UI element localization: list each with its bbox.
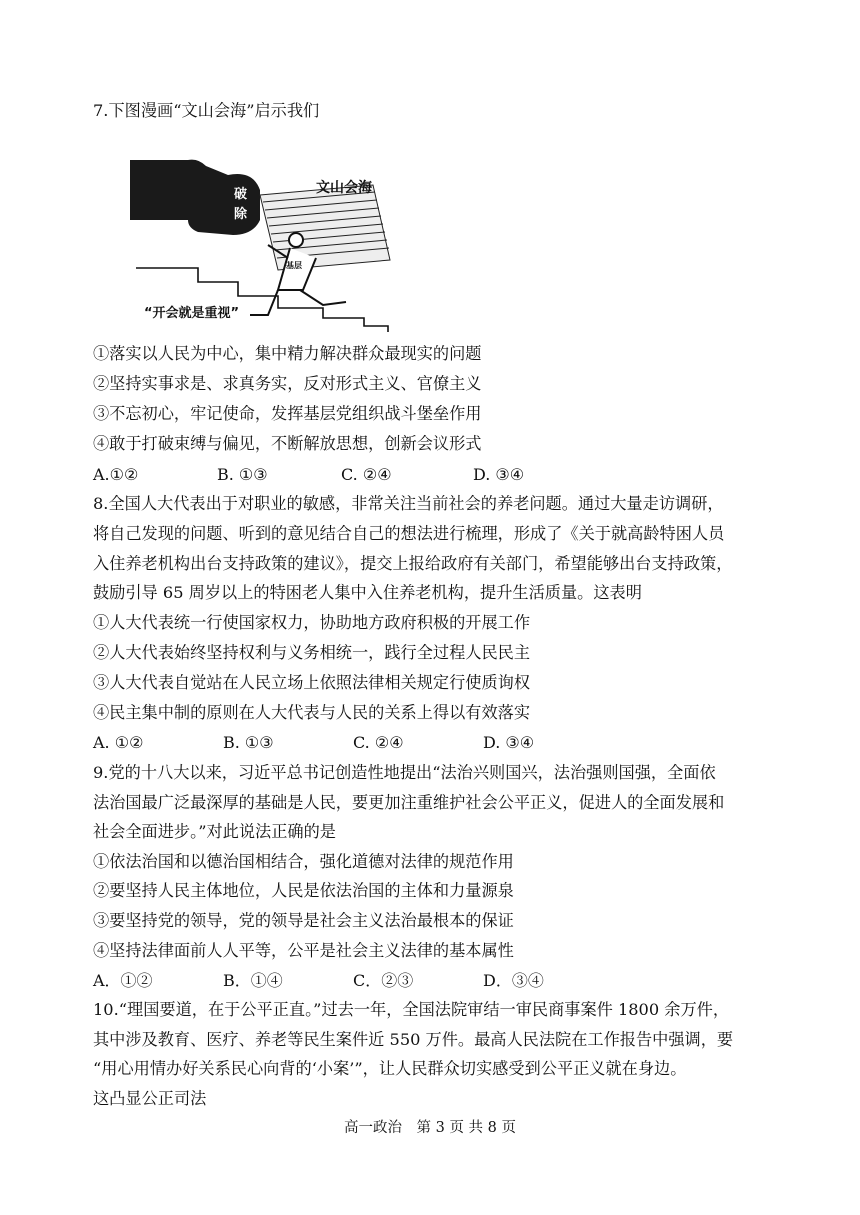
q9-option-b[interactable]: B．①④ <box>223 971 283 990</box>
q8-item-3: ③人大代表自觉站在人民立场上依照法律相关规定行使质询权 <box>93 673 531 692</box>
paper-stack <box>260 185 390 270</box>
stairs <box>136 268 388 332</box>
q9-stem-line-1: 9.党的十八大以来，习近平总书记创造性地提出“法治兴则国兴，法治强则国强，全面依 <box>93 763 716 782</box>
q10-stem-line-2: 其中涉及教育、医疗、养老等民生案件近 550 万件。最高人民法院在工作报告中强调，要 <box>93 1030 734 1049</box>
person-label: 基层 <box>286 261 302 270</box>
q9-option-c[interactable]: C．②③ <box>353 971 414 990</box>
q7-option-c[interactable]: C. ②④ <box>341 465 392 484</box>
q8-stem-line-4: 鼓励引导 65 周岁以上的特困老人集中入住养老机构，提升生活质量。这表明 <box>93 583 642 602</box>
fist-text-2: 除 <box>234 207 248 222</box>
q9-item-1: ①依法治国和以德治国相结合，强化道德对法律的规范作用 <box>93 852 514 871</box>
q9-item-4: ④坚持法律面前人人平等，公平是社会主义法律的基本属性 <box>93 941 514 960</box>
q9-option-a[interactable]: A．①② <box>93 971 153 990</box>
q9-stem-line-2: 法治国最广泛最深厚的基础是人民，要更加注重维护社会公平正义，促进人的全面发展和 <box>93 793 725 812</box>
page-footer: 高一政治 第 3 页 共 8 页 <box>344 1120 516 1136</box>
cartoon-image <box>128 140 428 338</box>
q8-item-1: ①人大代表统一行使国家权力，协助地方政府积极的开展工作 <box>93 613 531 632</box>
stack-text: 文山会海 <box>316 180 372 196</box>
q8-stem-line-3: 入住养老机构出台支持政策的建议》，提交上报给政府有关部门，希望能够出台支持政策， <box>93 554 733 573</box>
q9-stem-line-3: 社会全面进步。”对此说法正确的是 <box>93 822 336 841</box>
q9-option-d[interactable]: D．③④ <box>483 971 544 990</box>
q10-stem-line-3: “用心用情办好关系民心向背的‘小案’”，让人民群众切实感受到公平正义就在身边。 <box>93 1059 687 1078</box>
q10-stem-line-4: 这凸显公正司法 <box>93 1089 207 1108</box>
q10-stem-line-1: 10.“理国要道，在于公平正直。”过去一年，全国法院审结一审民商事案件 1800 余万件， <box>93 1000 730 1019</box>
q8-option-c[interactable]: C. ②④ <box>353 733 404 752</box>
cartoon-caption: “开会就是重视” <box>144 306 240 321</box>
fist-text-1: 破 <box>234 187 248 202</box>
q8-option-a[interactable]: A. ①② <box>93 733 144 752</box>
q9-item-3: ③要坚持党的领导，党的领导是社会主义法治最根本的保证 <box>93 911 514 930</box>
q8-stem-line-1: 8.全国人大代表出于对职业的敏感，非常关注当前社会的养老问题。通过大量走访调研， <box>93 494 724 513</box>
q8-stem-line-2: 将自己发现的问题、听到的意见结合自己的想法进行梳理，形成了《关于就高龄特困人员 <box>93 524 725 543</box>
q8-option-d[interactable]: D. ③④ <box>483 733 535 752</box>
q7-item-2: ②坚持实事求是、求真务实，反对形式主义、官僚主义 <box>93 374 482 393</box>
q7-item-1: ①落实以人民为中心，集中精力解决群众最现实的问题 <box>93 344 482 363</box>
q7-option-a[interactable]: A.①② <box>93 465 139 484</box>
q8-item-4: ④民主集中制的原则在人大代表与人民的关系上得以有效落实 <box>93 703 531 722</box>
q7-stem: 7.下图漫画“文山会海”启示我们 <box>93 101 320 120</box>
q7-item-4: ④敢于打破束缚与偏见，不断解放思想，创新会议形式 <box>93 434 482 453</box>
q8-item-2: ②人大代表始终坚持权利与义务相统一，践行全过程人民民主 <box>93 643 531 662</box>
q8-option-b[interactable]: B. ①③ <box>223 733 274 752</box>
q9-item-2: ②要坚持人民主体地位，人民是依法治国的主体和力量源泉 <box>93 881 514 900</box>
q7-option-d[interactable]: D. ③④ <box>473 465 525 484</box>
q7-option-b[interactable]: B. ①③ <box>217 465 268 484</box>
q7-item-3: ③不忘初心，牢记使命，发挥基层党组织战斗堡垒作用 <box>93 404 482 423</box>
